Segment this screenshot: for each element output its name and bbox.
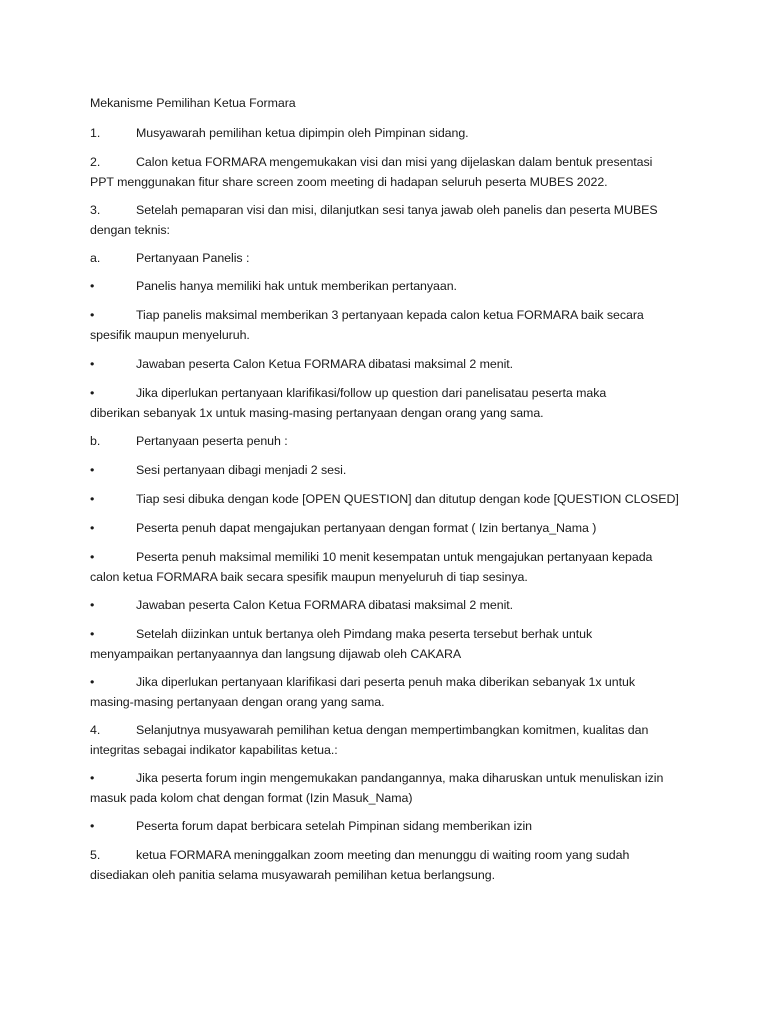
- list-marker: •: [90, 819, 95, 833]
- list-item-first-line: [90, 249, 688, 269]
- list-marker: 3.: [90, 203, 101, 217]
- list-item-first-line: [90, 721, 688, 741]
- list-item: [90, 817, 688, 837]
- list-item-text: spesifik maupun menyeluruh.: [90, 327, 250, 342]
- list-item: [90, 355, 688, 375]
- list-item-text: calon ketua FORMARA baik secara spesifik maupun menyeluruh di tiap sesinya.: [90, 569, 528, 584]
- list-item-first-line: [90, 461, 688, 481]
- list-item-text: dengan teknis:: [90, 222, 170, 237]
- list-marker: 4.: [90, 723, 101, 737]
- list-item-text: Selanjutnya musyawarah pemilihan ketua dengan mempertimbangkan komitmen, kualitas dan: [136, 723, 649, 737]
- list-item-text: Pertanyaan Panelis :: [136, 251, 250, 265]
- list-item: [90, 432, 688, 452]
- list-marker: a.: [90, 251, 101, 265]
- list-item-text: Peserta penuh maksimal memiliki 10 menit kesempatan untuk mengajukan pertanyaan kepada: [136, 550, 653, 564]
- list-item-continuation-line: [90, 568, 688, 588]
- list-item: [90, 249, 688, 269]
- list-item-text: disediakan oleh panitia selama musyawarah pemilihan ketua berlangsung.: [90, 867, 495, 882]
- list-item: [90, 846, 688, 885]
- list-item-first-line: [90, 384, 688, 404]
- list-item-text: Musyawarah pemilihan ketua dipimpin oleh Pimpinan sidang.: [136, 126, 469, 140]
- list-item: [90, 306, 688, 345]
- list-item-text: PPT menggunakan fitur share screen zoom meeting di hadapan seluruh peserta MUBES 2022.: [90, 174, 608, 189]
- list-item-text: Peserta forum dapat berbicara setelah Pimpinan sidang memberikan izin: [136, 819, 533, 833]
- list-item: [90, 548, 688, 587]
- list-item-continuation-line: [90, 221, 688, 241]
- list-item-text: Jawaban peserta Calon Ketua FORMARA dibatasi maksimal 2 menit.: [136, 357, 514, 371]
- list-item-first-line: [90, 846, 688, 866]
- list-item-first-line: [90, 153, 688, 173]
- list-item: [90, 721, 688, 760]
- list-item-first-line: [90, 673, 688, 693]
- list-marker: •: [90, 627, 95, 641]
- list-item-first-line: [90, 769, 688, 789]
- list-marker: •: [90, 279, 95, 293]
- list-item-continuation-line: [90, 173, 688, 193]
- list-item-first-line: [90, 355, 688, 375]
- list-marker: •: [90, 492, 95, 506]
- list-item: [90, 596, 688, 616]
- list-item-text: ketua FORMARA meninggalkan zoom meeting dan menunggu di waiting room yang sudah: [136, 848, 630, 862]
- list-item-text: Jika peserta forum ingin mengemukakan pandangannya, maka diharuskan untuk menuliskan izin: [136, 771, 664, 785]
- list-item-text: masing-masing pertanyaan dengan orang yang sama.: [90, 694, 385, 709]
- list-item-first-line: [90, 306, 688, 326]
- list-item-text: Sesi pertanyaan dibagi menjadi 2 sesi.: [136, 463, 347, 477]
- list-item-first-line: [90, 548, 688, 568]
- list-item-text: Jika diperlukan pertanyaan klarifikasi/follow up question dari panelisatau peserta maka: [136, 386, 607, 400]
- list-item-text: Calon ketua FORMARA mengemukakan visi dan misi yang dijelaskan dalam bentuk presentasi: [136, 155, 653, 169]
- list-marker: •: [90, 550, 95, 564]
- list-item-first-line: [90, 625, 688, 645]
- list-item: [90, 461, 688, 481]
- list-item-text: menyampaikan pertanyaannya dan langsung dijawab oleh CAKARA: [90, 646, 462, 661]
- list-item: [90, 201, 688, 240]
- list-marker: 5.: [90, 848, 101, 862]
- list-item-first-line: [90, 596, 688, 616]
- title-text: Mekanisme Pemilihan Ketua Formara: [90, 96, 296, 110]
- list-item: [90, 769, 688, 808]
- list-item-text: diberikan sebanyak 1x untuk masing-masing pertanyaan dengan orang yang sama.: [90, 405, 544, 420]
- list-item-text: Panelis hanya memiliki hak untuk memberikan pertanyaan.: [136, 279, 457, 293]
- list-marker: •: [90, 308, 95, 322]
- list-item-first-line: [90, 432, 688, 452]
- list-item-first-line: [90, 201, 688, 221]
- list-item: [90, 124, 688, 144]
- list-marker: •: [90, 357, 95, 371]
- list-item-first-line: [90, 817, 688, 837]
- list-item-text: Peserta penuh dapat mengajukan pertanyaan dengan format ( Izin bertanya_Nama ): [136, 521, 597, 535]
- list-marker: •: [90, 386, 95, 400]
- list-item: [90, 490, 688, 510]
- list-item-text: Jawaban peserta Calon Ketua FORMARA dibatasi maksimal 2 menit.: [136, 598, 514, 612]
- list-item: [90, 153, 688, 192]
- list-item: [90, 625, 688, 664]
- list-item-text: Tiap panelis maksimal memberikan 3 pertanyaan kepada calon ketua FORMARA baik secara: [136, 308, 644, 322]
- list-marker: 2.: [90, 155, 101, 169]
- list-marker: b.: [90, 434, 101, 448]
- document-title: [90, 94, 688, 114]
- list-item-continuation-line: [90, 741, 688, 761]
- list-marker: •: [90, 463, 95, 477]
- list-item-text: Jika diperlukan pertanyaan klarifikasi dari peserta penuh maka diberikan sebanyak 1x untuk: [136, 675, 635, 689]
- list-item: [90, 277, 688, 297]
- list-item-text: Tiap sesi dibuka dengan kode [OPEN QUESTION] dan ditutup dengan kode [QUESTION CLOSED]: [136, 492, 679, 506]
- list-marker: •: [90, 598, 95, 612]
- list-item-first-line: [90, 519, 688, 539]
- list-item: [90, 384, 688, 423]
- list-item-continuation-line: [90, 866, 688, 886]
- list-item-first-line: [90, 490, 688, 510]
- list-item-text: masuk pada kolom chat dengan format (Izin Masuk_Nama): [90, 790, 413, 805]
- list-item-continuation-line: [90, 789, 688, 809]
- list-item-continuation-line: [90, 404, 688, 424]
- list-item-first-line: [90, 277, 688, 297]
- list-marker: 1.: [90, 126, 101, 140]
- list-item-first-line: [90, 124, 688, 144]
- list-item-continuation-line: [90, 645, 688, 665]
- list-item-continuation-line: [90, 693, 688, 713]
- list-marker: •: [90, 675, 95, 689]
- list-item-text: Setelah diizinkan untuk bertanya oleh Pimdang maka peserta tersebut berhak untuk: [136, 627, 593, 641]
- list-item-text: Pertanyaan peserta penuh :: [136, 434, 288, 448]
- list-item-text: Setelah pemaparan visi dan misi, dilanjutkan sesi tanya jawab oleh panelis dan peserta MUBES: [136, 203, 658, 217]
- list-item-text: integritas sebagai indikator kapabilitas ketua.:: [90, 742, 338, 757]
- list-item-continuation-line: [90, 326, 688, 346]
- list-item: [90, 519, 688, 539]
- list-marker: •: [90, 521, 95, 535]
- list-marker: •: [90, 771, 95, 785]
- list-item: [90, 673, 688, 712]
